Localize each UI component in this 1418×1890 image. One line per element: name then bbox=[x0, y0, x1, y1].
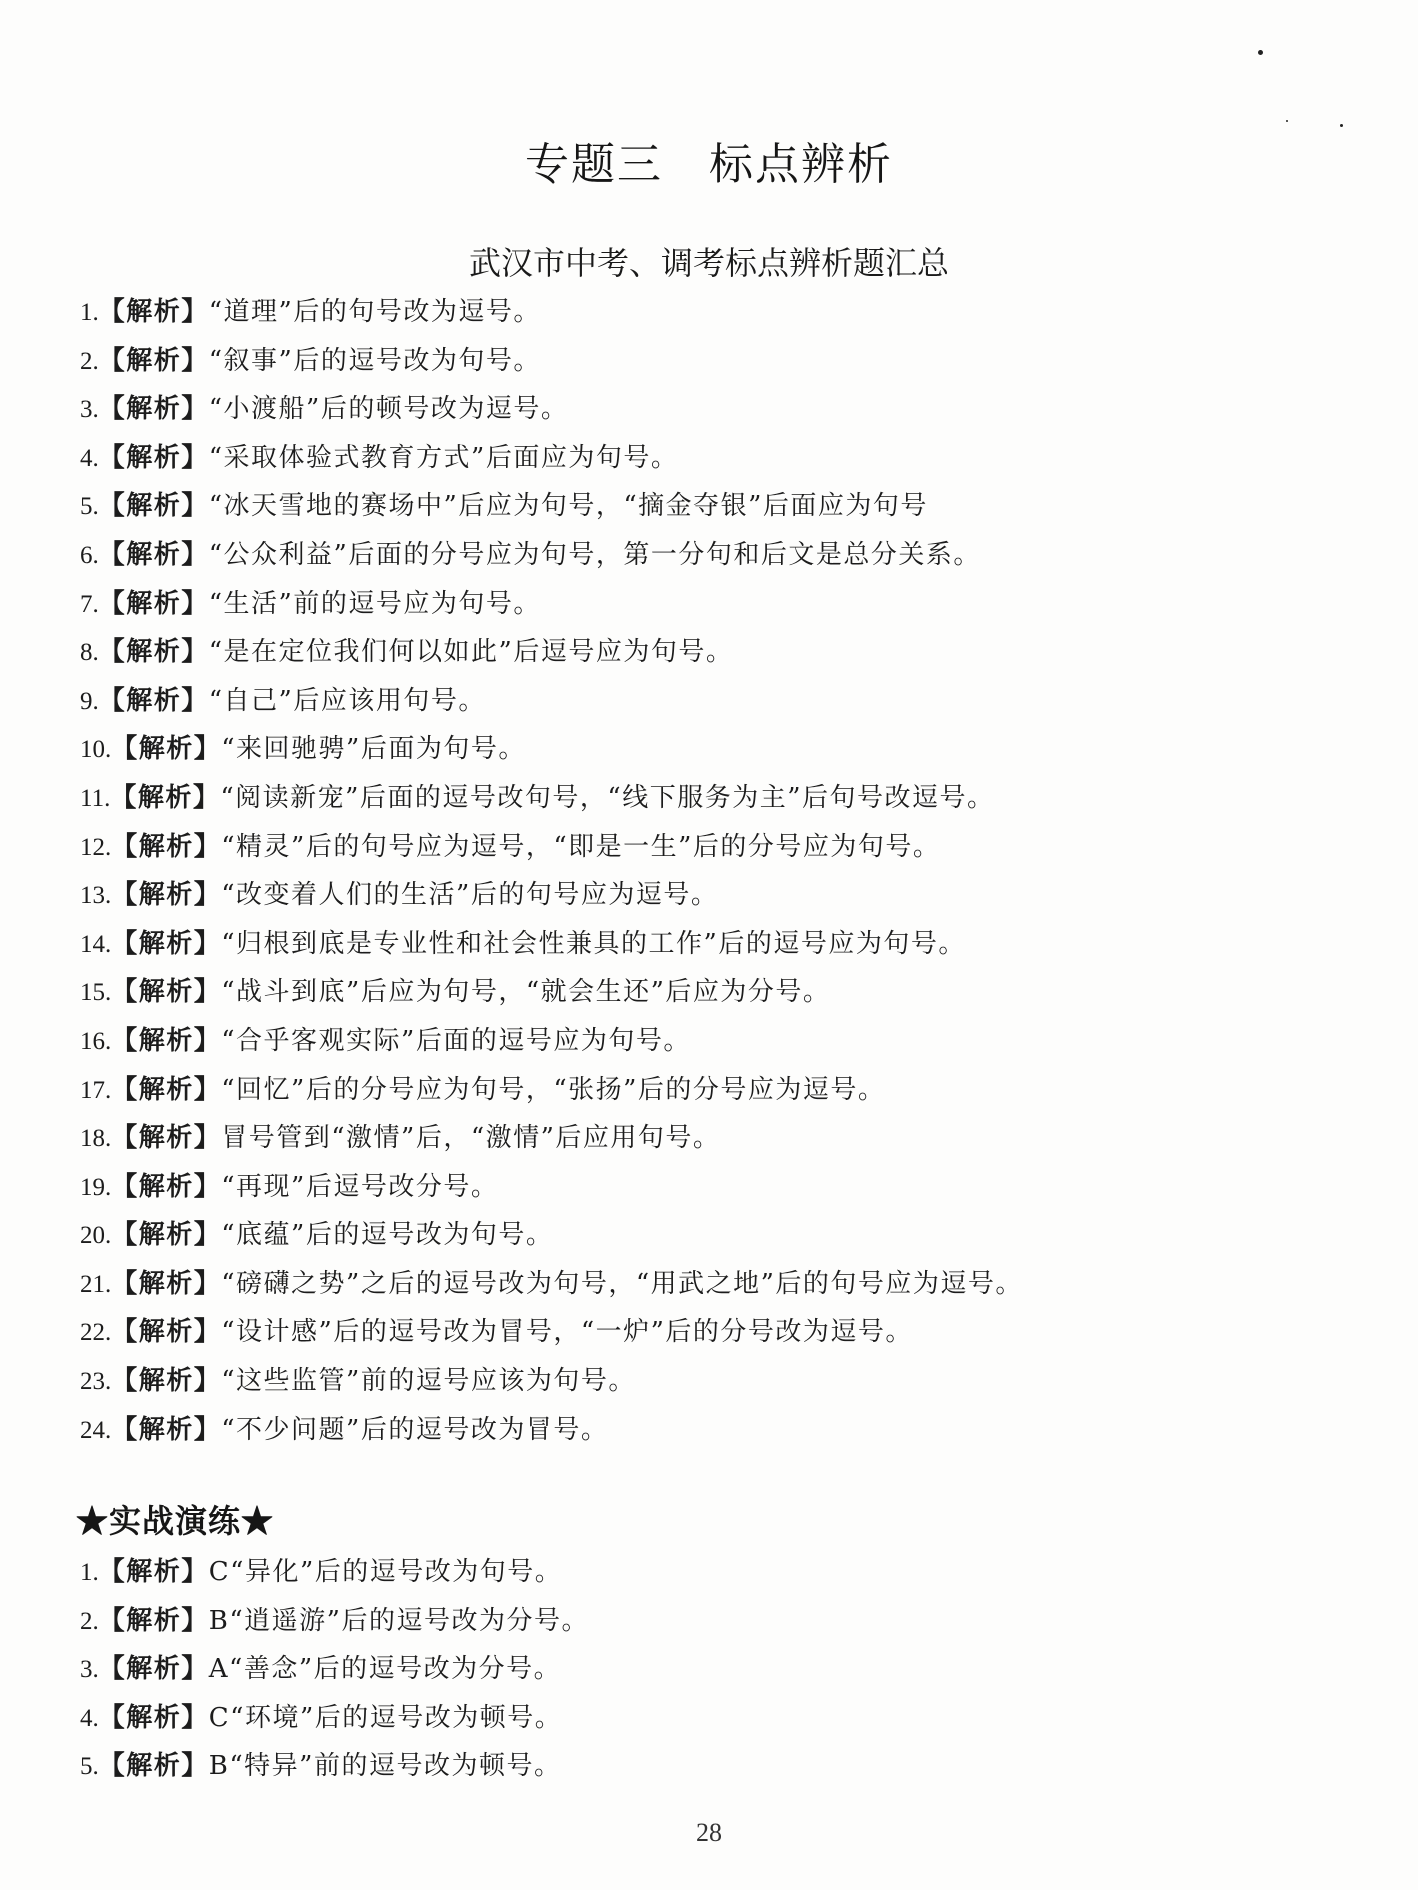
analysis-tag: 【解析】 bbox=[98, 1557, 209, 1587]
item-number: 3. bbox=[80, 396, 99, 424]
analysis-tag: 【解析】 bbox=[111, 1123, 222, 1154]
analysis-text: “阅读新宠”后面的逗号改句号，“线下服务为主”后句号改逗号。 bbox=[220, 782, 995, 813]
analysis-tag: 【解析】 bbox=[98, 1751, 209, 1782]
section-title: ★实战演练★ bbox=[76, 1502, 275, 1540]
answer-item bbox=[80, 1114, 1360, 1163]
item-number: 21. bbox=[80, 1270, 112, 1298]
analysis-tag: 【解析】 bbox=[110, 782, 221, 813]
analysis-text: “小渡船”后的顿号改为逗号。 bbox=[208, 394, 569, 425]
item-number: 19. bbox=[80, 1173, 112, 1201]
analysis-tag: 【解析】 bbox=[111, 1025, 222, 1056]
answer-item bbox=[80, 580, 1360, 629]
analysis-tag: 【解析】 bbox=[111, 928, 222, 959]
analysis-text: “精灵”后的句号应为逗号，“即是一生”后的分号应为句号。 bbox=[221, 831, 941, 862]
item-number: 22. bbox=[80, 1319, 112, 1347]
item-number: 8. bbox=[80, 639, 99, 667]
item-number: 1. bbox=[80, 1559, 99, 1586]
analysis-text: “不少问题”后的逗号改为冒号。 bbox=[221, 1414, 609, 1445]
item-number: 23. bbox=[80, 1368, 112, 1396]
analysis-text: “底蕴”后的逗号改为句号。 bbox=[221, 1220, 554, 1251]
analysis-text: “再现”后逗号改分号。 bbox=[221, 1171, 499, 1202]
analysis-text: “生活”前的逗号应为句号。 bbox=[208, 588, 541, 619]
analysis-text: “公众利益”后面的分号应为句号，第一分句和后文是总分关系。 bbox=[208, 539, 981, 570]
item-number: 2. bbox=[80, 1607, 99, 1635]
answer-item bbox=[80, 823, 1360, 872]
item-number: 20. bbox=[80, 1222, 112, 1250]
practice-list bbox=[80, 1548, 1360, 1791]
analysis-tag: 【解析】 bbox=[111, 831, 222, 862]
analysis-text: “道理”后的句号改为逗号。 bbox=[208, 297, 541, 327]
analysis-tag: 【解析】 bbox=[98, 1605, 209, 1636]
answer-item bbox=[80, 1211, 1360, 1260]
analysis-text: “合乎客观实际”后面的逗号应为句号。 bbox=[221, 1025, 691, 1056]
answer-item bbox=[80, 434, 1360, 483]
analysis-tag: 【解析】 bbox=[98, 442, 209, 473]
answer-item bbox=[80, 482, 1360, 531]
analysis-tag: 【解析】 bbox=[111, 1414, 222, 1445]
item-number: 3. bbox=[80, 1656, 99, 1684]
answer-item bbox=[80, 288, 1360, 337]
practice-item bbox=[80, 1742, 1360, 1791]
item-number: 9. bbox=[80, 687, 99, 715]
analysis-text: “自己”后应该用句号。 bbox=[208, 685, 486, 716]
analysis-tag: 【解析】 bbox=[111, 1171, 222, 1202]
answer-item bbox=[80, 725, 1360, 774]
item-number: 18. bbox=[80, 1125, 112, 1153]
page-number: 28 bbox=[696, 1818, 722, 1847]
item-number: 4. bbox=[80, 1704, 99, 1732]
practice-item bbox=[80, 1548, 1360, 1597]
item-number: 5. bbox=[80, 1753, 99, 1781]
analysis-text: A“善念”后的逗号改为分号。 bbox=[208, 1654, 562, 1685]
practice-item bbox=[80, 1694, 1360, 1743]
answer-item bbox=[80, 1066, 1360, 1115]
answer-item bbox=[80, 1163, 1360, 1212]
analysis-text: B“特异”前的逗号改为顿号。 bbox=[208, 1751, 562, 1782]
analysis-tag: 【解析】 bbox=[111, 1074, 222, 1105]
analysis-tag: 【解析】 bbox=[111, 1220, 222, 1251]
item-number: 13. bbox=[80, 882, 112, 910]
analysis-text: “是在定位我们何以如此”后逗号应为句号。 bbox=[208, 637, 734, 668]
analysis-text: “冰天雪地的赛场中”后应为句号，“摘金夺银”后面应为句号 bbox=[208, 491, 928, 522]
page-title: 专题三 标点辨析 bbox=[525, 139, 893, 190]
analysis-tag: 【解析】 bbox=[98, 345, 209, 376]
item-number: 6. bbox=[80, 541, 99, 569]
analysis-tag: 【解析】 bbox=[111, 1366, 222, 1397]
analysis-tag: 【解析】 bbox=[98, 1702, 209, 1733]
answer-item bbox=[80, 628, 1360, 677]
answer-item bbox=[80, 1017, 1360, 1066]
item-number: 5. bbox=[80, 493, 99, 521]
page-subtitle: 武汉市中考、调考标点辨析题汇总 bbox=[468, 244, 949, 282]
practice-item bbox=[80, 1597, 1360, 1646]
item-number: 2. bbox=[80, 347, 99, 375]
analysis-tag: 【解析】 bbox=[98, 637, 209, 668]
analysis-text: “来回驰骋”后面为句号。 bbox=[221, 734, 526, 765]
analysis-tag: 【解析】 bbox=[98, 539, 209, 570]
item-number: 12. bbox=[80, 833, 112, 861]
scan-speck bbox=[1340, 124, 1343, 127]
item-number: 24. bbox=[80, 1416, 112, 1444]
analysis-tag: 【解析】 bbox=[111, 734, 222, 765]
analysis-tag: 【解析】 bbox=[111, 880, 222, 911]
answer-item bbox=[80, 920, 1360, 969]
analysis-text: “设计感”后的逗号改为冒号，“一炉”后的分号改为逗号。 bbox=[221, 1317, 913, 1348]
analysis-text: 冒号管到“激情”后，“激情”后应用句号。 bbox=[221, 1123, 721, 1154]
scan-speck bbox=[1258, 50, 1263, 55]
answer-item bbox=[80, 1308, 1360, 1357]
answer-item bbox=[80, 385, 1360, 434]
item-number: 17. bbox=[80, 1076, 112, 1104]
analysis-text: “战斗到底”后应为句号，“就会生还”后应为分号。 bbox=[221, 977, 831, 1008]
analysis-text: B“逍遥游”后的逗号改为分号。 bbox=[208, 1605, 589, 1636]
answer-item bbox=[80, 968, 1360, 1017]
item-number: 14. bbox=[80, 930, 112, 958]
scan-speck bbox=[1286, 120, 1288, 122]
analysis-text: C“环境”后的逗号改为顿号。 bbox=[208, 1702, 563, 1733]
analysis-tag: 【解析】 bbox=[98, 588, 209, 619]
answer-list bbox=[80, 288, 1360, 1454]
analysis-text: “这些监管”前的逗号应该为句号。 bbox=[221, 1366, 636, 1397]
analysis-text: “采取体验式教育方式”后面应为句号。 bbox=[208, 442, 679, 473]
analysis-text: “磅礴之势”之后的逗号改为句号，“用武之地”后的句号应为逗号。 bbox=[221, 1268, 1023, 1299]
analysis-tag: 【解析】 bbox=[98, 685, 209, 716]
analysis-tag: 【解析】 bbox=[98, 491, 209, 522]
answer-item bbox=[80, 337, 1360, 386]
item-number: 10. bbox=[80, 736, 112, 764]
answer-item bbox=[80, 1260, 1360, 1309]
answer-item bbox=[80, 1406, 1360, 1455]
analysis-tag: 【解析】 bbox=[98, 297, 209, 327]
item-number: 7. bbox=[80, 590, 99, 618]
answer-item bbox=[80, 774, 1360, 823]
item-number: 1. bbox=[80, 299, 99, 326]
answer-item bbox=[80, 871, 1360, 920]
analysis-text: “回忆”后的分号应为句号，“张扬”后的分号应为逗号。 bbox=[221, 1074, 886, 1105]
analysis-text: C“异化”后的逗号改为句号。 bbox=[208, 1557, 563, 1587]
item-number: 4. bbox=[80, 444, 99, 472]
analysis-tag: 【解析】 bbox=[98, 394, 209, 425]
analysis-tag: 【解析】 bbox=[111, 977, 222, 1008]
analysis-tag: 【解析】 bbox=[98, 1654, 209, 1685]
practice-item bbox=[80, 1645, 1360, 1694]
analysis-text: “叙事”后的逗号改为句号。 bbox=[208, 345, 541, 376]
item-number: 16. bbox=[80, 1027, 112, 1055]
answer-item bbox=[80, 677, 1360, 726]
analysis-tag: 【解析】 bbox=[111, 1317, 222, 1348]
analysis-tag: 【解析】 bbox=[111, 1268, 222, 1299]
analysis-text: “归根到底是专业性和社会性兼具的工作”后的逗号应为句号。 bbox=[221, 928, 966, 959]
analysis-text: “改变着人们的生活”后的句号应为逗号。 bbox=[221, 880, 719, 911]
answer-item bbox=[80, 1357, 1360, 1406]
answer-item bbox=[80, 531, 1360, 580]
item-number: 15. bbox=[80, 979, 112, 1007]
item-number: 11. bbox=[80, 784, 111, 812]
